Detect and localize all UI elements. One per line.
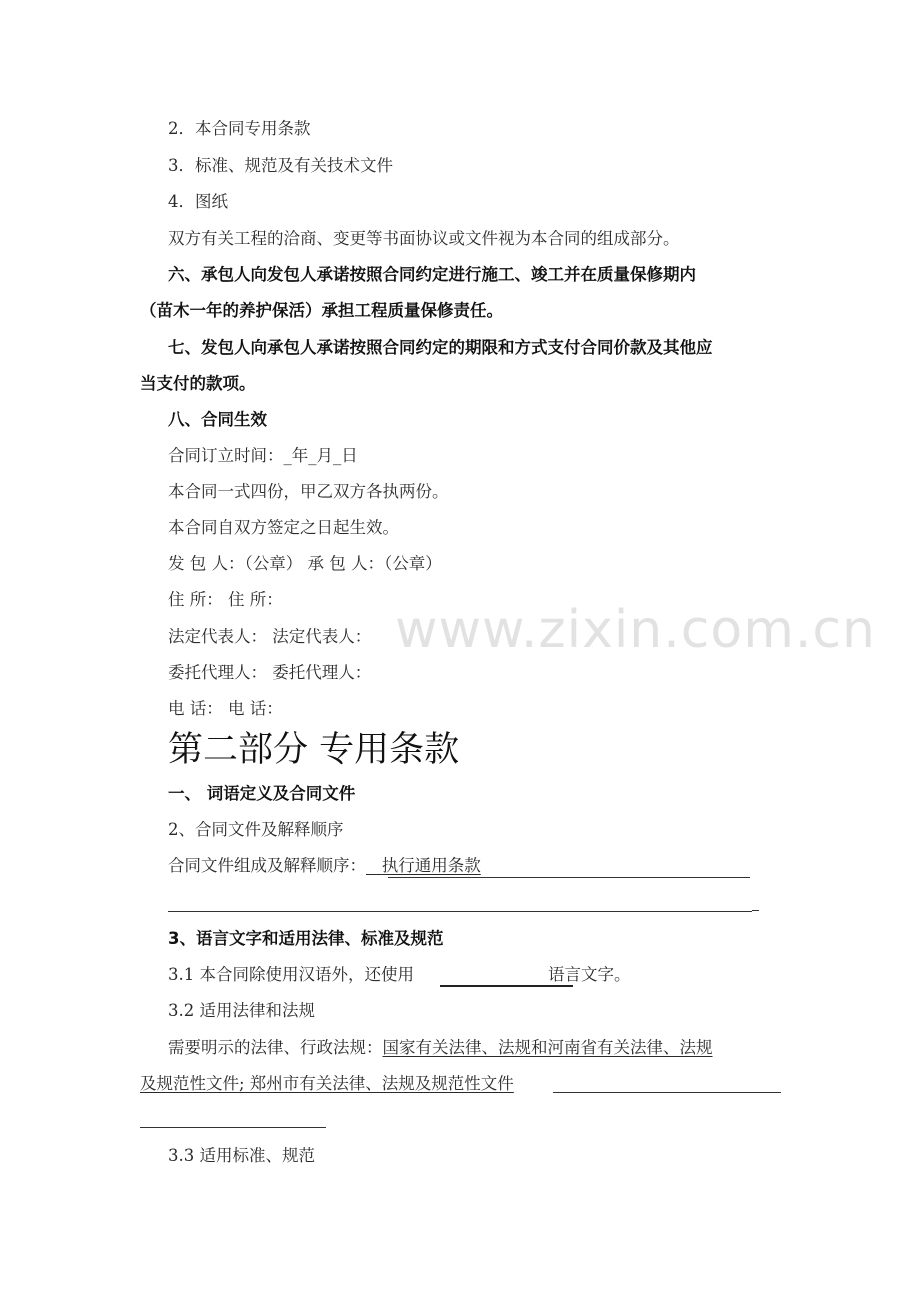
parties-seal-line: 发 包 人：（公章） 承 包 人：（公章） xyxy=(168,554,442,573)
clause-6-line2: （苗木一年的养护保活）承担工程质量保修责任。 xyxy=(140,301,503,320)
document-order-row xyxy=(168,855,481,877)
laws-value-line1: 国家有关法律、法规和河南省有关法律、法规 xyxy=(382,1038,713,1057)
address-line: 住 所： 住 所： xyxy=(168,590,283,609)
agent-line: 委托代理人： 委托代理人： xyxy=(168,663,372,682)
clause-8-title: 八、合同生效 xyxy=(168,410,267,429)
order-fill-line xyxy=(388,877,750,878)
laws-row xyxy=(168,1037,713,1059)
legal-rep-line: 法定代表人： 法定代表人： xyxy=(168,627,372,646)
language-suffix: 语言文字。 xyxy=(548,965,631,984)
order-continuation-line xyxy=(168,911,752,912)
order-end-mark xyxy=(752,910,759,911)
clause-6-line1: 六、承包人向发包人承诺按照合同约定进行施工、竣工并在质量保修期内 xyxy=(168,265,696,284)
list-item-3: 3．标准、规范及有关技术文件 xyxy=(168,156,393,175)
sign-time: 合同订立时间：_年_月_日 xyxy=(168,446,358,465)
document-order-value: 执行通用条款 xyxy=(381,856,481,875)
section-1-title: 一、 词语定义及合同文件 xyxy=(168,784,356,803)
part-two-title: 第二部分 专用条款 xyxy=(168,730,460,770)
laws-label: 需要明示的法律、行政法规： xyxy=(168,1038,383,1057)
section-3-3-title: 3.3 适用标准、规范 xyxy=(168,1146,315,1165)
section-3-title: 3、语言文字和适用法律、标准及规范 xyxy=(168,929,444,948)
section-1-2-title: 2、合同文件及解释顺序 xyxy=(168,820,344,839)
document-order-label: 合同文件组成及解释顺序： xyxy=(168,856,366,875)
phone-line: 电 话： 电 话： xyxy=(168,699,283,718)
laws-fill-line xyxy=(553,1092,781,1093)
composition-note: 双方有关工程的洽商、变更等书面协议或文件视为本合同的组成部分。 xyxy=(168,229,680,248)
clause-7-line1: 七、发包人向承包人承诺按照合同约定的期限和方式支付合同价款及其他应 xyxy=(168,338,713,357)
section-3-2-title: 3.2 适用法律和法规 xyxy=(168,1001,315,1020)
list-item-2: 2．本合同专用条款 xyxy=(168,119,311,138)
clause-7-line2: 当支付的款项。 xyxy=(140,374,256,393)
laws-continuation-line xyxy=(140,1127,326,1128)
language-fill-line xyxy=(440,985,573,987)
effective-text: 本合同自双方签定之日起生效。 xyxy=(168,518,399,537)
copies-text: 本合同一式四份，甲乙双方各执两份。 xyxy=(168,482,449,501)
list-item-4: 4．图纸 xyxy=(168,192,228,211)
watermark: www.zixin.com.cn xyxy=(395,600,876,660)
language-prefix: 3.1 本合同除使用汉语外，还使用 xyxy=(168,965,414,984)
laws-value-line2: 及规范性文件; 郑州市有关法律、法规及规范性文件 xyxy=(140,1074,514,1093)
language-row xyxy=(168,964,631,986)
